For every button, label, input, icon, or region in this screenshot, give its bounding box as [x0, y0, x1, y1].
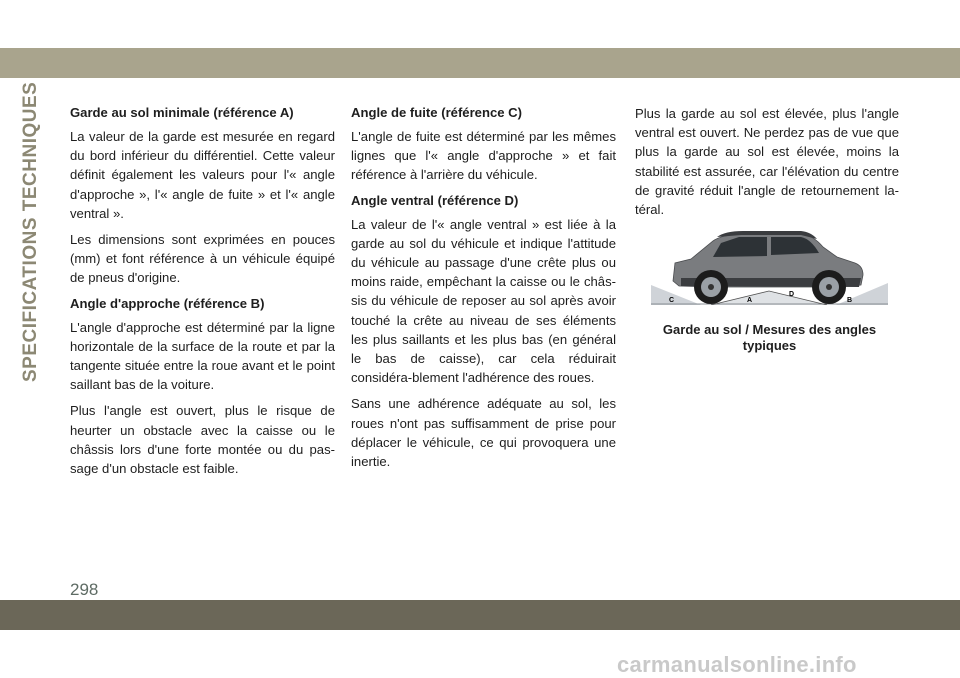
paragraph: Plus l'angle est ouvert, plus le risque de heurter un obstacle avec la caisse ou le châssis lors d'une forte montée ou du pas-sage d'un obstacle est faible. — [70, 403, 335, 477]
section-side-title: SPECIFICATIONS TECHNIQUES — [20, 81, 41, 382]
watermark-text: carmanualsonline.info — [617, 652, 857, 677]
paragraph: L'angle d'approche est déterminé par la ligne horizontale de la surface de la route et par la tangente située entre la roue avant et le point saillant bas de la voiture. — [70, 319, 335, 393]
paragraph: Plus la garde au sol est élevée, plus l'angle ventral est ouvert. Ne perdez pas de vue que plus la garde au sol est élevée, moins la stabilité est assurée, car l'élévation du centre de gravité réduit l'angle de retournement la-téral. — [635, 106, 899, 218]
heading-angle-ventral: Angle ventral (référence D) — [351, 192, 519, 208]
paragraph: Sans une adhérence adéquate au sol, les roues n'ont pas suffisamment de prise pour déplacer le véhicule, ce qui provoquera une inertie. — [351, 396, 616, 470]
paragraph: Les dimensions sont exprimées en pouces (mm) et font référence à un véhicule équipé de pneus d'origine. — [70, 232, 335, 286]
page-number: 298 — [70, 580, 99, 599]
figure-caption: Garde au sol / Mesures des angles typiques — [662, 322, 877, 353]
paragraph: L'angle de fuite est déterminé par les mêmes lignes que l'« angle d'approche » et fait référence à l'arrière du véhicule. — [351, 129, 616, 183]
column-1 — [70, 104, 335, 485]
column-2 — [351, 104, 616, 478]
heading-angle-approche: Angle d'approche (référence B) — [70, 295, 265, 311]
heading-angle-fuite: Angle de fuite (référence C) — [351, 105, 522, 120]
heading-garde-au-sol: Garde au sol minimale (référence A) — [70, 105, 294, 120]
label-d: D — [789, 291, 795, 298]
paragraph: La valeur de l'« angle ventral » est liée à la garde au sol du véhicule et indique l'attitude du véhicule au passage d'une crête plus ou moins raide, empêchant la caisse ou le châs-sis du véhicule de reposer au sol après avoir touché la crête au niveau de ses éléments les plus saillants et les plus bas (en général le bas de caisse), car cela réduirait considéra-blement l'adhérence des roues. — [351, 216, 616, 386]
footer-band — [0, 600, 960, 630]
vehicle-angles-figure — [651, 223, 888, 305]
label-c: C — [669, 297, 675, 304]
header-band — [0, 48, 960, 78]
label-a: A — [747, 297, 753, 304]
column-3 — [635, 104, 899, 226]
label-b: B — [847, 297, 853, 304]
paragraph: La valeur de la garde est mesurée en regard du bord inférieur du différentiel. Cette valeur définit également les valeurs pour l'« angle d'approche », l'« angle de fuite » et l'« angle ventral ». — [70, 129, 335, 221]
